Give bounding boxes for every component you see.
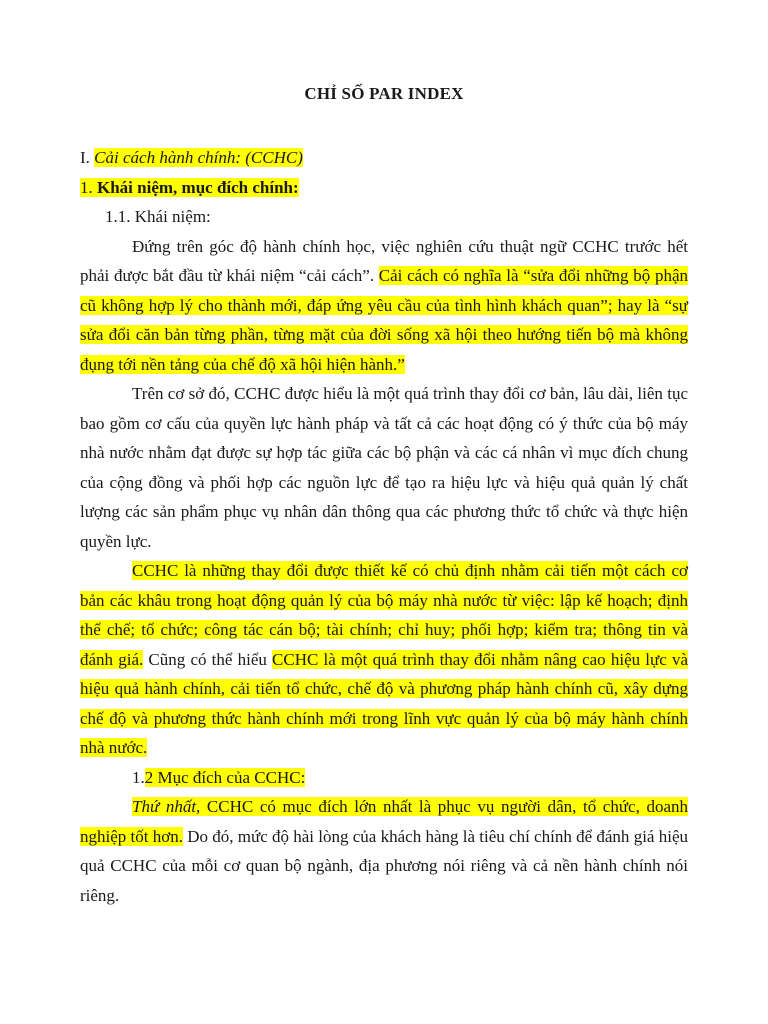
subsection-heading-text: Khái niệm, mục đích chính:	[97, 177, 299, 197]
item-heading-1-2-label: 2 Mục đích của CCHC:	[144, 767, 306, 787]
paragraph-purpose-highlight: CCHC có mục đích lớn nhất là phục vụ người dân, tổ chức, doanh nghiệp tốt hơn.	[80, 797, 689, 846]
paragraph-concept	[80, 232, 688, 380]
section-heading-1	[80, 143, 688, 173]
section-number: I.	[80, 148, 95, 167]
item-heading-1-2-number: 1.	[132, 767, 145, 787]
item-heading-1-2	[80, 763, 688, 793]
paragraph-concept-highlight: Cải cách có nghĩa là “sửa đổi những bộ phận cũ không hợp lý cho thành mới, đáp ứng yêu cầu của tình hình khách quan”; hay là “sự sửa đổi căn bản từng phần, từng mặt của đời sống xã hội theo hướng tiến bộ mà không đụng tới nền tảng của chế độ xã hội hiện hành.”	[80, 266, 688, 374]
paragraph-cchc-highlight-2: CCHC là một quá trình thay đổi nhằm nâng cao hiệu lực và hiệu quả hành chính, cải tiến tổ chức, chế độ và phương pháp hành chính cũ, xây dựng chế độ và phương thức hành chính mới trong lĩnh vực quản lý của bộ máy hành chính nhà nước.	[80, 649, 688, 757]
subsection-number: 1.	[80, 177, 97, 197]
paragraph-cchc-highlight-1: CCHC là những thay đổi được thiết kế có chủ định nhằm cải tiến một cách cơ bản các khâu trong hoạt động quản lý của bộ máy nhà nước từ việc: lập kế hoạch; định thể chế; tổ chức; công tác cán bộ; tài chính; chỉ huy; phối hợp; kiểm tra; thông tin và đánh giá.	[80, 561, 688, 669]
paragraph-concept-plain: Đứng trên góc độ hành chính học, việc nghiên cứu thuật ngữ CCHC trước hết phải được bắt đầu từ khái niệm “cải cách”.	[80, 236, 688, 285]
item-heading-1-1: 1.1. Khái niệm:	[105, 207, 211, 226]
paragraph-purpose	[80, 792, 688, 910]
document-title: CHỈ SỐ PAR INDEX	[304, 84, 464, 103]
paragraph-definition: Trên cơ sở đó, CCHC được hiểu là một quá trình thay đổi cơ bản, lâu dài, liên tục bao gồm cơ cấu của quyền lực hành pháp và tất cả các hoạt động có ý thức của bộ máy nhà nước nhằm đạt được sự hợp tác giữa các bộ phận và các cá nhân vì mục đích chung của cộng đồng và phối hợp các nguồn lực để tạo ra hiệu lực và hiệu quả quản lý chất lượng các sản phẩm phục vụ nhân dân thông qua các phương thức tổ chức và thực hiện quyền lực.	[80, 384, 688, 551]
paragraph-cchc-plain: Cũng có thể hiểu	[143, 649, 273, 669]
section-heading-text: Cải cách hành chính: (CCHC)	[94, 148, 303, 167]
paragraph-purpose-plain: Do đó, mức độ hài lòng của khách hàng là tiêu chí chính để đánh giá hiệu quả CCHC của mỗi cơ quan bộ ngành, địa phương nói riêng và cả nền hành chính nói riêng.	[80, 826, 688, 905]
paragraph-cchc	[80, 556, 688, 763]
paragraph-purpose-lead: Thứ nhất,	[132, 797, 201, 816]
subsection-heading-1	[80, 173, 688, 203]
